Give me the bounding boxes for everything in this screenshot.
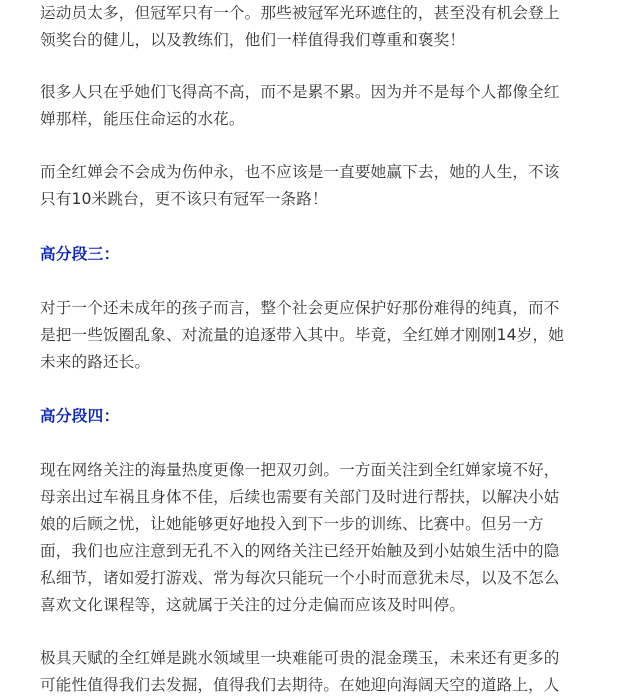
paragraph-4-line-2: 是把一些饭圈乱象、对流量的追逐带入其中。毕竟，全红婵才刚刚14岁，她	[40, 326, 564, 344]
paragraph-6-line-1: 极具天赋的全红婵是跳水领域里一块难能可贵的混金璞玉，未来还有更多的	[40, 649, 560, 667]
paragraph-5-line-6: 喜欢文化课程等，这就属于关注的过分走偏而应该及时叫停。	[40, 596, 466, 614]
paragraph-6-line-2: 可能性值得我们去发掘，值得我们去期待。在她迎向海阔天空的道路上，人	[40, 676, 560, 694]
paragraph-1-line-2: 领奖台的健儿，以及教练们，他们一样值得我们尊重和褒奖！	[40, 31, 466, 49]
paragraph-3-line-1: 而全红婵会不会成为伤仲永，也不应该是一直要她赢下去，她的人生，不该	[40, 163, 560, 181]
paragraph-3-line-2: 只有10米跳台，更不该只有冠军一条路！	[40, 190, 328, 208]
section-heading-4: 高分段四：	[40, 407, 120, 425]
paragraph-5-line-4: 面，我们也应注意到无孔不入的网络关注已经开始触及到小姑娘生活中的隐	[40, 542, 560, 560]
paragraph-1-line-1: 运动员太多，但冠军只有一个。那些被冠军光环遮住的，甚至没有机会登上	[40, 4, 560, 22]
section-heading-3: 高分段三：	[40, 245, 120, 263]
paragraph-4-line-3: 未来的路还长。	[40, 353, 151, 371]
paragraph-2-line-1: 很多人只在乎她们飞得高不高，而不是累不累。因为并不是每个人都像全红	[40, 83, 560, 101]
paragraph-5-line-1: 现在网络关注的海量热度更像一把双刃剑。一方面关注到全红婵家境不好，	[40, 461, 560, 479]
paragraph-5-line-2: 母亲出过车祸且身体不佳，后续也需要有关部门及时进行帮扶，以解决小姑	[40, 488, 560, 506]
paragraph-5-line-3: 娘的后顾之忧，让她能够更好地投入到下一步的训练、比赛中。但另一方	[40, 515, 544, 533]
paragraph-2-line-2: 婵那样，能压住命运的水花。	[40, 110, 245, 128]
paragraph-4-line-1: 对于一个还未成年的孩子而言，整个社会更应保护好那份难得的纯真，而不	[40, 299, 560, 317]
paragraph-5-line-5: 私细节，诸如爱打游戏、常为每次只能玩一个小时而意犹未尽，以及不怎么	[40, 569, 560, 587]
